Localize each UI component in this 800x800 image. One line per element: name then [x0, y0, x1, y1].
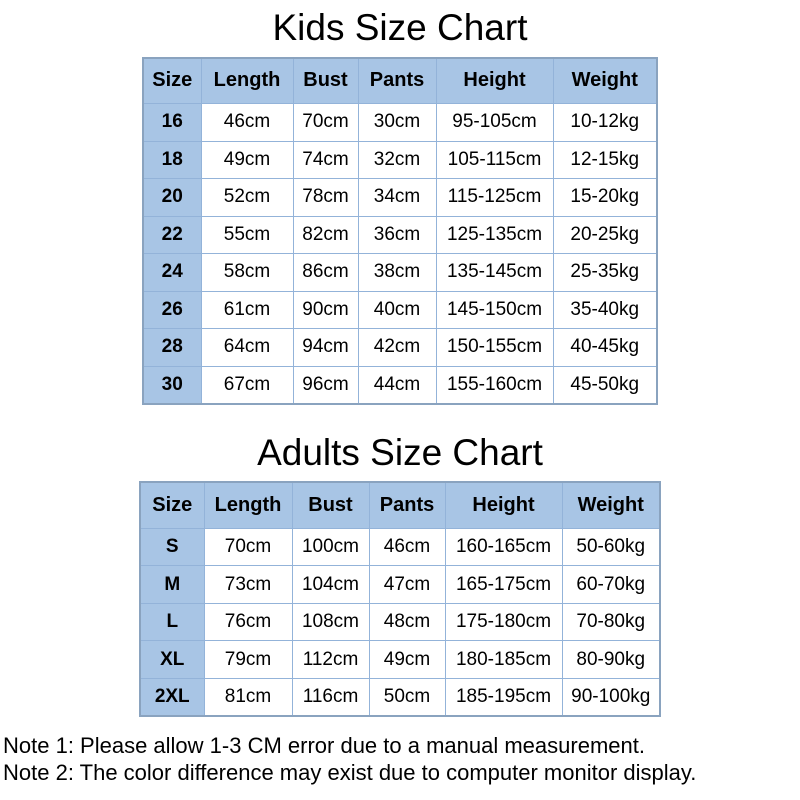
value-cell: 25-35kg [553, 254, 657, 292]
value-cell: 78cm [293, 179, 358, 217]
kids-size-table [142, 57, 658, 405]
value-cell: 35-40kg [553, 291, 657, 329]
value-cell: 90-100kg [562, 678, 660, 716]
table-row [143, 179, 657, 217]
value-cell: 49cm [201, 141, 293, 179]
value-cell: 95-105cm [436, 104, 553, 142]
value-cell: 96cm [293, 366, 358, 404]
value-cell: 50cm [369, 678, 445, 716]
note-2: Note 2: The color difference may exist due to computer monitor display. [3, 759, 697, 785]
value-cell: 160-165cm [445, 528, 562, 566]
value-cell: 70-80kg [562, 603, 660, 641]
table-row [143, 291, 657, 329]
table-row [140, 528, 660, 566]
value-cell: 73cm [204, 566, 292, 604]
value-cell: 32cm [358, 141, 436, 179]
size-cell: 2XL [140, 678, 204, 716]
size-cell: 26 [143, 291, 201, 329]
value-cell: 145-150cm [436, 291, 553, 329]
value-cell: 55cm [201, 216, 293, 254]
size-cell: 30 [143, 366, 201, 404]
value-cell: 76cm [204, 603, 292, 641]
column-header-weight: Weight [553, 58, 657, 104]
value-cell: 155-160cm [436, 366, 553, 404]
value-cell: 60-70kg [562, 566, 660, 604]
value-cell: 67cm [201, 366, 293, 404]
table-row [143, 329, 657, 367]
table-row [143, 104, 657, 142]
value-cell: 90cm [293, 291, 358, 329]
value-cell: 112cm [292, 641, 369, 679]
column-header-length: Length [201, 58, 293, 104]
value-cell: 50-60kg [562, 528, 660, 566]
column-header-weight: Weight [562, 482, 660, 528]
size-cell: 20 [143, 179, 201, 217]
value-cell: 125-135cm [436, 216, 553, 254]
value-cell: 40cm [358, 291, 436, 329]
value-cell: 180-185cm [445, 641, 562, 679]
column-header-size: Size [140, 482, 204, 528]
adults-size-table [139, 481, 661, 717]
value-cell: 165-175cm [445, 566, 562, 604]
value-cell: 135-145cm [436, 254, 553, 292]
value-cell: 34cm [358, 179, 436, 217]
notes-section [3, 732, 800, 786]
value-cell: 115-125cm [436, 179, 553, 217]
value-cell: 46cm [369, 528, 445, 566]
value-cell: 36cm [358, 216, 436, 254]
kids-size-chart-title: Kids Size Chart [272, 7, 528, 48]
value-cell: 47cm [369, 566, 445, 604]
header-row [140, 482, 660, 528]
value-cell: 80-90kg [562, 641, 660, 679]
column-header-length: Length [204, 482, 292, 528]
value-cell: 70cm [204, 528, 292, 566]
value-cell: 81cm [204, 678, 292, 716]
value-cell: 64cm [201, 329, 293, 367]
size-cell: 16 [143, 104, 201, 142]
table-row [143, 216, 657, 254]
value-cell: 15-20kg [553, 179, 657, 217]
value-cell: 42cm [358, 329, 436, 367]
size-cell: L [140, 603, 204, 641]
size-cell: 24 [143, 254, 201, 292]
value-cell: 20-25kg [553, 216, 657, 254]
column-header-size: Size [143, 58, 201, 104]
table-row [140, 566, 660, 604]
table-row [140, 641, 660, 679]
column-header-pants: Pants [358, 58, 436, 104]
size-cell: XL [140, 641, 204, 679]
header-row [143, 58, 657, 104]
value-cell: 104cm [292, 566, 369, 604]
size-cell: 22 [143, 216, 201, 254]
column-header-height: Height [436, 58, 553, 104]
value-cell: 10-12kg [553, 104, 657, 142]
table-row [140, 678, 660, 716]
value-cell: 46cm [201, 104, 293, 142]
column-header-bust: Bust [293, 58, 358, 104]
table-row [143, 366, 657, 404]
value-cell: 30cm [358, 104, 436, 142]
value-cell: 150-155cm [436, 329, 553, 367]
column-header-bust: Bust [292, 482, 369, 528]
value-cell: 61cm [201, 291, 293, 329]
note-1: Note 1: Please allow 1-3 CM error due to a manual measurement. [3, 732, 645, 758]
value-cell: 79cm [204, 641, 292, 679]
size-cell: M [140, 566, 204, 604]
value-cell: 44cm [358, 366, 436, 404]
value-cell: 49cm [369, 641, 445, 679]
value-cell: 175-180cm [445, 603, 562, 641]
size-cell: 18 [143, 141, 201, 179]
value-cell: 12-15kg [553, 141, 657, 179]
value-cell: 74cm [293, 141, 358, 179]
column-header-height: Height [445, 482, 562, 528]
value-cell: 108cm [292, 603, 369, 641]
value-cell: 58cm [201, 254, 293, 292]
value-cell: 48cm [369, 603, 445, 641]
table-row [143, 141, 657, 179]
size-cell: 28 [143, 329, 201, 367]
table-row [143, 254, 657, 292]
value-cell: 116cm [292, 678, 369, 716]
value-cell: 40-45kg [553, 329, 657, 367]
column-header-pants: Pants [369, 482, 445, 528]
table-row [140, 603, 660, 641]
size-cell: S [140, 528, 204, 566]
value-cell: 82cm [293, 216, 358, 254]
value-cell: 185-195cm [445, 678, 562, 716]
value-cell: 86cm [293, 254, 358, 292]
adults-size-chart-title: Adults Size Chart [257, 431, 543, 473]
value-cell: 105-115cm [436, 141, 553, 179]
value-cell: 52cm [201, 179, 293, 217]
value-cell: 38cm [358, 254, 436, 292]
value-cell: 45-50kg [553, 366, 657, 404]
value-cell: 100cm [292, 528, 369, 566]
value-cell: 70cm [293, 104, 358, 142]
value-cell: 94cm [293, 329, 358, 367]
